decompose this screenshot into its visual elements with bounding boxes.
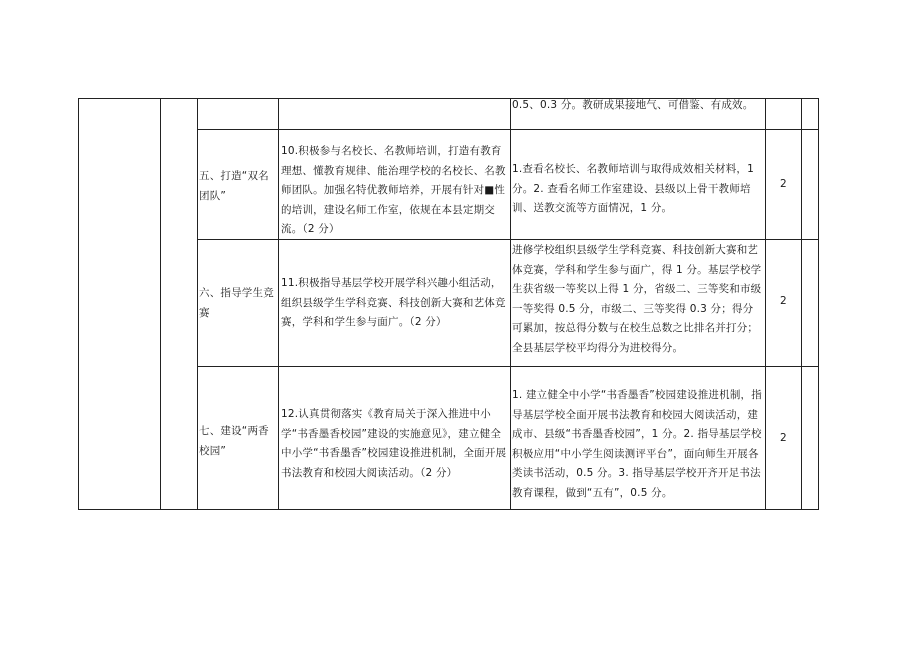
table-border-left xyxy=(78,98,79,510)
requirement-cell: 10.积极参与名校长、名教师培训，打造有教育理想、懂教育规律、能治理学校的名校长、名教师团队。加强名特优教师培养，开展有针对■性的培训，建设名师工作室，依规在本县定期交流。（2 分） xyxy=(281,145,506,235)
score-cell: 2 xyxy=(780,432,787,444)
table-border-bottom xyxy=(78,509,819,510)
column-divider xyxy=(160,98,161,510)
column-divider xyxy=(197,98,198,510)
column-divider xyxy=(510,98,511,510)
column-divider xyxy=(801,98,802,510)
score-cell: 2 xyxy=(780,178,787,190)
requirement-cell: 12.认真贯彻落实《教育局关于深入推进中小学“书香墨香校园”建设的实施意见》，建立健全中小学“书香墨香”校园建设推进机制，全面开展书法教育和校园大阅读活动。（2 分） xyxy=(281,408,507,479)
criteria-cell: 进修学校组织县级学生学科竞赛、科技创新大赛和艺体竞赛，学科和学生参与面广，得 1 分。基层学校学生获省级一等奖以上得 1 分，省级二、三等奖和市级一等奖得 0.5 分，市级二、三等奖得 0.3 分；得分可累加，按总得分数与在校生总数之比排名并打分；全县基层学校平均得分为进校得分。 xyxy=(512,244,762,354)
requirement-cell: 11.积极指导基层学校开展学科兴趣小组活动，组织县级学生学科竞赛、科技创新大赛和艺体竞赛，学科和学生参与面广。（2 分） xyxy=(281,277,506,328)
score-cell: 2 xyxy=(780,295,787,307)
column-divider xyxy=(278,98,279,510)
category-cell: 五、打造“双名团队” xyxy=(199,170,269,202)
table-border-right xyxy=(818,98,819,510)
row-divider xyxy=(198,366,819,367)
criteria-cell: 1. 建立健全中小学“书香墨香”校园建设推进机制，指导基层学校全面开展书法教育和校园大阅读活动，建成市、县级“书香墨香校园”，1 分。2. 指导基层学校积极应用“中小学生阅读测评平台”，面向师生开展各类读书活动，0.5 分。3. 指导基层学校开齐开足书法教育课程，做到“五有”，0.5 分。 xyxy=(512,389,762,499)
criteria-cell: 1.查看名校长、名教师培训与取得成效相关材料，1 分。2. 查看名师工作室建设、县级以上骨干教师培训、送教交流等方面情况，1 分。 xyxy=(512,163,754,214)
row-divider xyxy=(198,129,819,130)
criteria-cell: 0.5、0.3 分。教研成果接地气、可借鉴、有成效。 xyxy=(512,99,754,111)
category-cell: 六、指导学生竞赛 xyxy=(199,287,274,319)
category-cell: 七、建设“两香校园” xyxy=(199,425,269,457)
evaluation-table xyxy=(78,98,819,510)
